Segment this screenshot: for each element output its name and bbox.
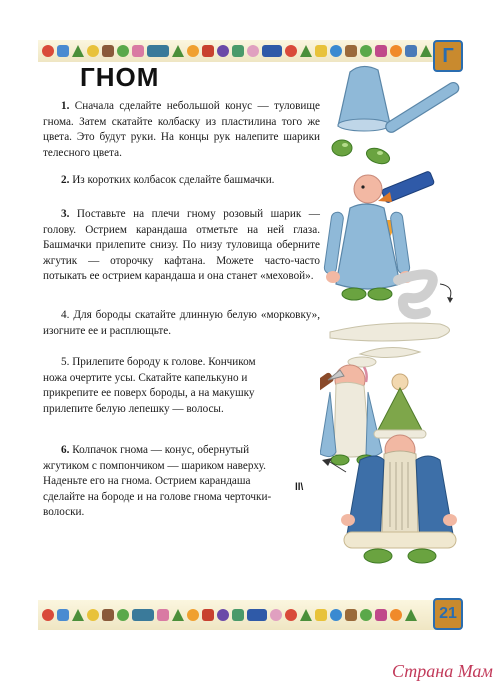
step-text: Прилепите бороду к голове. Кончиком ножа очертите усы. Скатайте капелькуно и прикрепите ее поверх бороды, а на макушку прилепите белую лепешку — волосы. [43, 356, 256, 415]
tree-icon [300, 45, 312, 57]
toy-icon [87, 45, 99, 57]
step-number: 4. [61, 309, 70, 321]
toy-icon [315, 45, 327, 57]
drawing-marker: ll\ [295, 482, 304, 493]
chapter-letter-badge: Г [433, 40, 463, 72]
toy-icon [360, 45, 372, 57]
toy-icon [390, 45, 402, 57]
bottom-decorative-strip [38, 600, 436, 630]
tree-icon [405, 609, 417, 621]
toy-icon [57, 45, 69, 57]
gnome-beard-shape [334, 382, 370, 457]
step-3 [43, 207, 320, 285]
tree-icon [172, 609, 184, 621]
step-number: 3. [61, 208, 70, 220]
toy-icon [232, 609, 244, 621]
tree-icon [72, 45, 84, 57]
step-text: Из коротких колбасок сделайте башмачки. [72, 174, 275, 186]
car-icon [262, 45, 282, 57]
arrow-shape [440, 284, 451, 298]
step-4-illustration [330, 323, 450, 358]
step-1-illustration [332, 66, 461, 166]
toy-icon [330, 45, 342, 57]
toy-icon [345, 609, 357, 621]
toy-icon [117, 45, 129, 57]
step-number: 6. [61, 444, 70, 456]
gnome-coat-shape [416, 456, 454, 545]
gnome-shoe-shape [364, 549, 392, 563]
toy-icon [202, 609, 214, 621]
toy-icon [202, 45, 214, 57]
toy-icon [375, 609, 387, 621]
toy-icon [315, 609, 327, 621]
toy-icon [345, 45, 357, 57]
toy-icon [232, 45, 244, 57]
toy-icon [330, 609, 342, 621]
arm-roll-shape [384, 81, 461, 135]
toy-icon [187, 45, 199, 57]
gnome-shoe-shape [408, 549, 436, 563]
step-5 [43, 355, 273, 417]
gnome-shoe-shape [342, 288, 366, 300]
bus-icon [132, 609, 154, 621]
gnome-coat-shape [346, 456, 384, 545]
tree-icon [420, 45, 432, 57]
toy-icon [405, 45, 417, 57]
toy-icon [375, 45, 387, 57]
gnome-hat-shape [376, 388, 424, 434]
toy-icon [157, 609, 169, 621]
step-2 [61, 173, 320, 189]
bus-icon [147, 45, 169, 57]
arrow-head-shape [447, 297, 453, 303]
gnome-body-shape [320, 392, 336, 457]
step-number: 5. [61, 356, 70, 368]
step-5-illustration [320, 357, 382, 465]
toy-icon [247, 45, 259, 57]
toy-icon [57, 609, 69, 621]
gnome-eye-shape [361, 185, 364, 188]
toy-icon [132, 45, 144, 57]
top-decorative-strip [38, 40, 436, 62]
toy-icon [87, 609, 99, 621]
step-text: Для бороды скатайте длинную белую «морковку», изогните ее и расплющьте. [43, 309, 320, 337]
gnome-illustrations [320, 62, 470, 602]
step-3-illustration [324, 171, 453, 314]
gnome-beard-shape [382, 451, 418, 535]
trim-roll-shape [398, 274, 433, 314]
step-4 [43, 308, 320, 339]
toy-icon [42, 45, 54, 57]
toy-icon [102, 609, 114, 621]
step-text: Поставьте на плечи гному розовый шарик — голову. Острием карандаша отметьте на ней глаза. Башмачки прилепите снизу. По низу туловища оберните жгутик — оторочку кафтана. Можете часто-часто потыкать ее острием карандаша и она станет «меховой». [43, 208, 320, 282]
toy-icon [285, 609, 297, 621]
hand-ball-shape [332, 140, 352, 156]
gnome-hand-shape [443, 514, 457, 526]
step-1 [43, 99, 320, 161]
step-number: 1. [61, 100, 70, 112]
gnome-hand-shape [326, 271, 340, 283]
toy-icon [390, 609, 402, 621]
toy-icon [360, 609, 372, 621]
tree-icon [172, 45, 184, 57]
toy-icon [42, 609, 54, 621]
beard-flat-shape [360, 347, 420, 357]
gnome-shoe-shape [331, 455, 349, 465]
toy-icon [117, 609, 129, 621]
toy-icon [285, 45, 297, 57]
beard-carrot-shape [330, 323, 450, 341]
step-number: 2. [61, 174, 70, 186]
tree-icon [300, 609, 312, 621]
toy-icon [217, 45, 229, 57]
gnome-body-shape [366, 392, 382, 457]
highlight-shape [342, 143, 348, 147]
hand-ball-shape [364, 145, 391, 166]
gnome-shoe-shape [368, 288, 392, 300]
step-text: Колпачок гнома — конус, обернутый жгутиком с помпончиком — шариком наверху. Наденьте его на гнома. Острием карандаша сделайте на бороде и на голове гнома черточки-волоски. [43, 444, 272, 518]
cone-base-shape [338, 119, 390, 131]
toy-icon [217, 609, 229, 621]
toy-icon [187, 609, 199, 621]
step-text: Сначала сделайте небольшой конус — туловище гнома. Затем скатайте колбаску из пластилина того же цвета. Это будут руки. На концы рук налепите шарики телесного цвета. [43, 100, 320, 159]
page-title: ГНОМ [80, 62, 160, 92]
highlight-shape [377, 151, 383, 155]
car-icon [247, 609, 267, 621]
gnome-hand-shape [341, 514, 355, 526]
gnome-head-shape [354, 175, 382, 203]
toy-icon [102, 45, 114, 57]
toy-icon [270, 609, 282, 621]
step-6 [43, 443, 291, 521]
tree-icon [72, 609, 84, 621]
page-number-badge: 21 [433, 598, 463, 630]
coat-fur-trim-shape [344, 532, 456, 548]
site-watermark: Страна Мам [392, 661, 493, 681]
